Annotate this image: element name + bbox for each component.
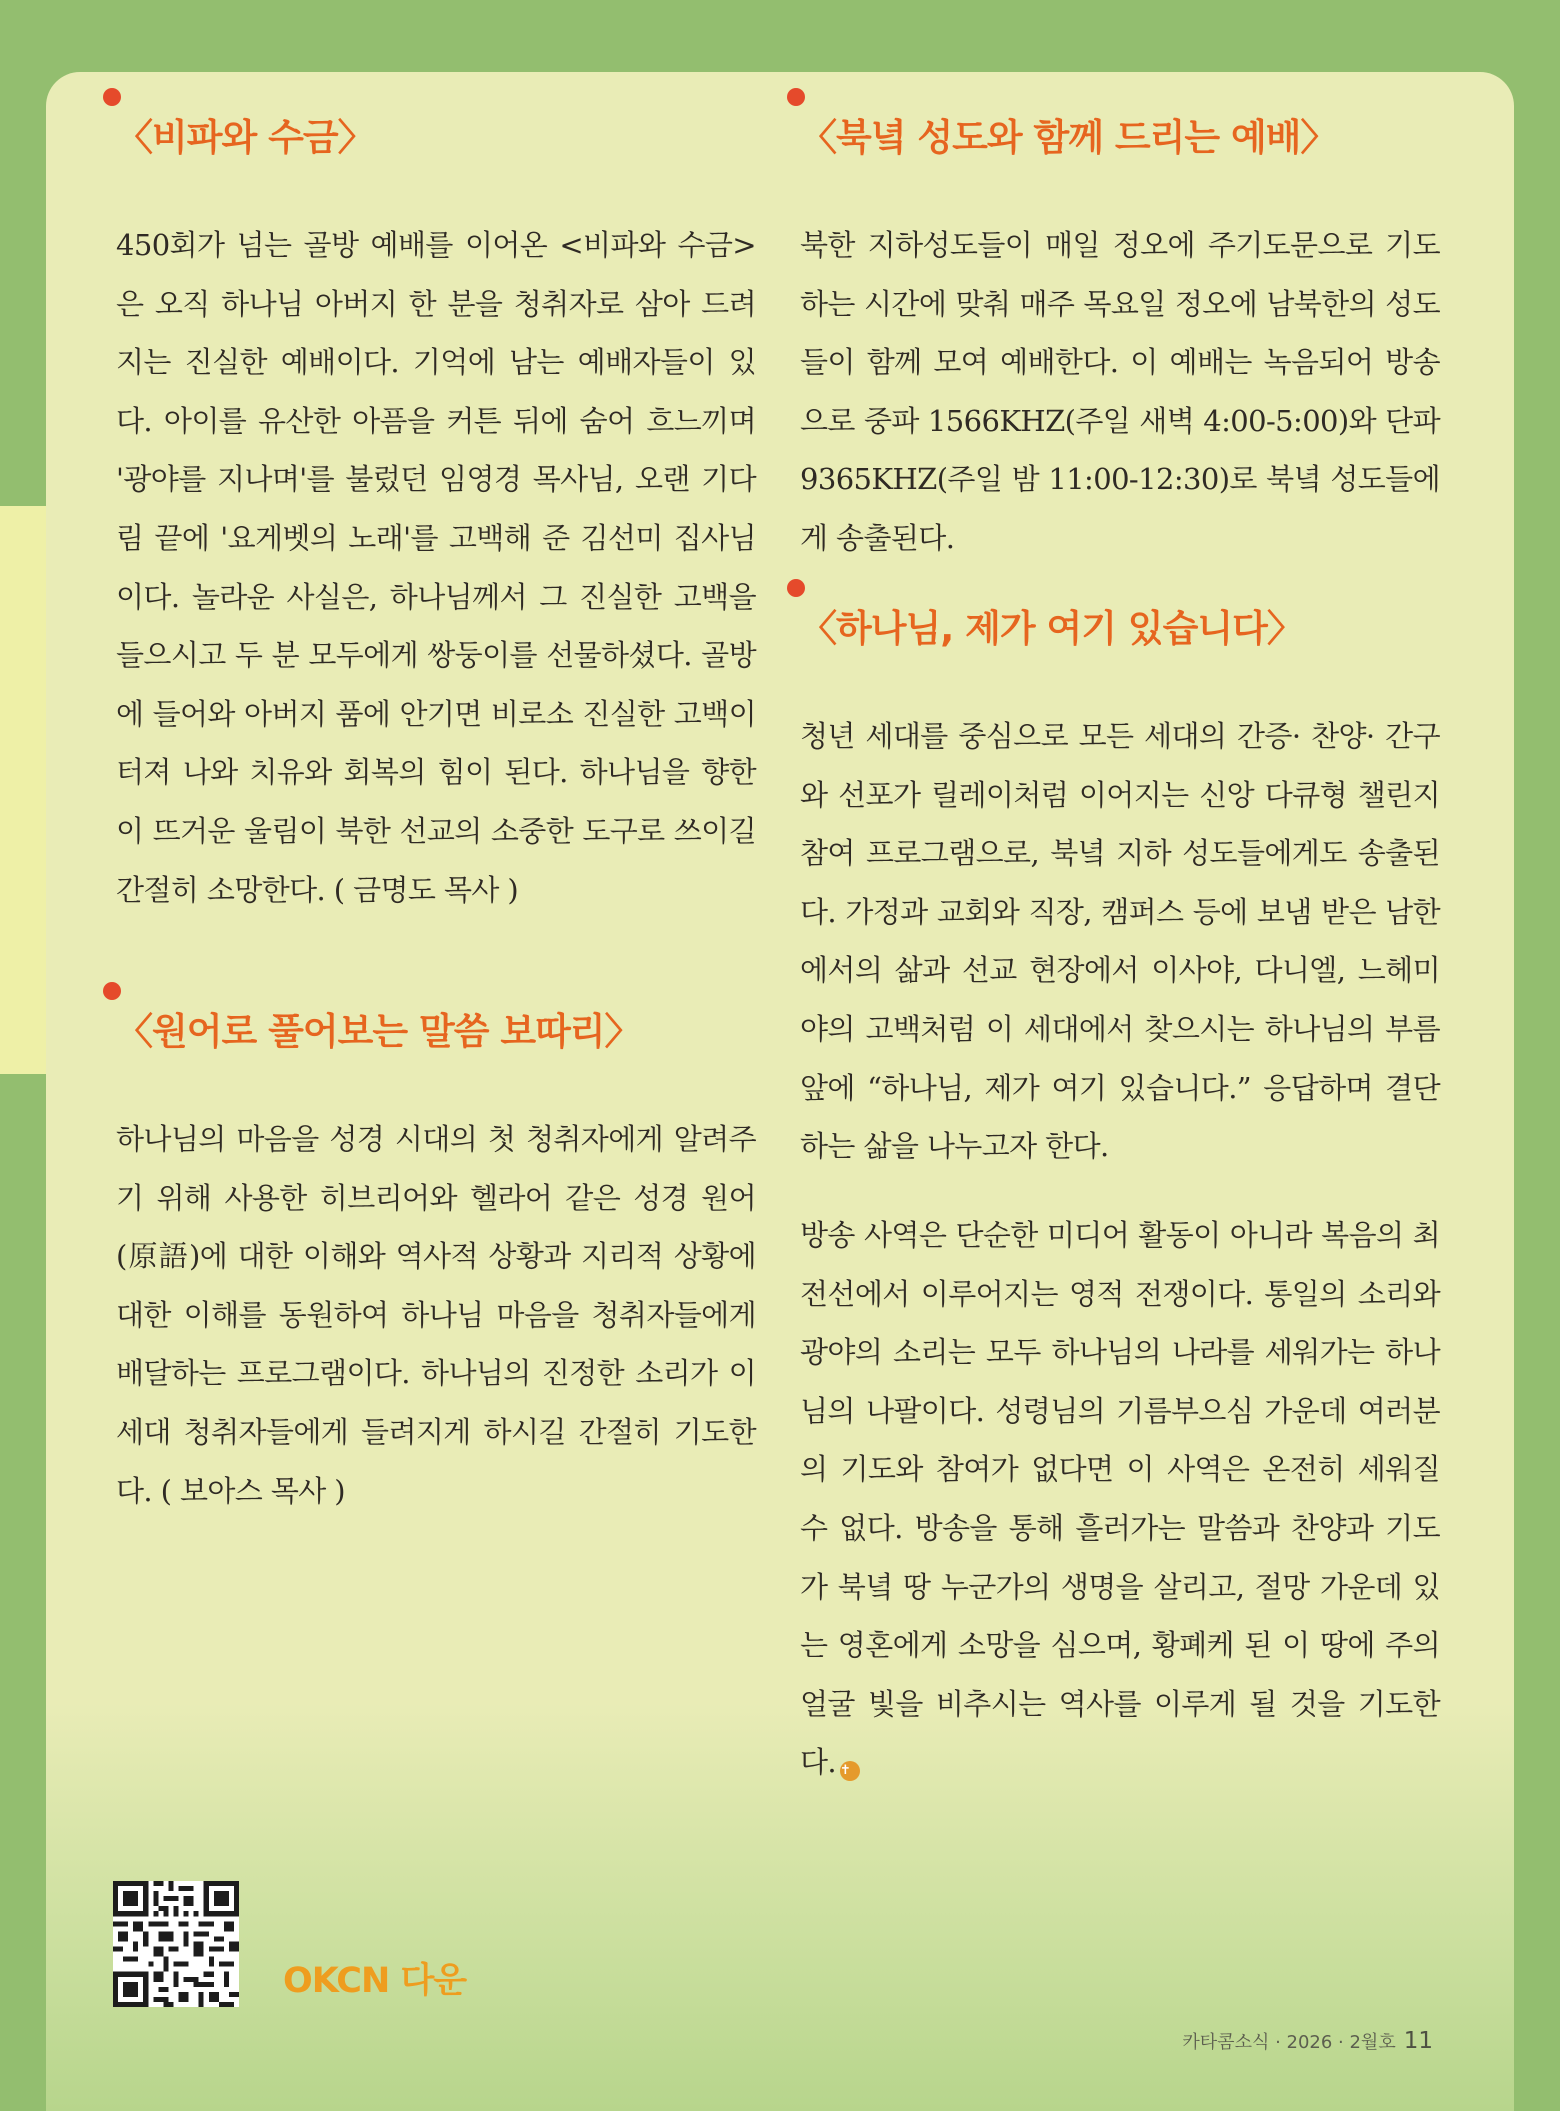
bullet-dot-icon	[787, 579, 805, 597]
side-stripe	[0, 506, 46, 1074]
bullet-dot-icon	[103, 88, 121, 106]
section-body: 청년 세대를 중심으로 모든 세대의 간증· 찬양· 간구와 선포가 릴레이처럼 이어지는 신앙 다큐형 챌린지 참여 프로그램으로, 북녘 지하 성도들에게도 송출된다. 가정과 교회와 직장, 캠퍼스 등에 보냄 받은 남한에서의 삶과 선교 현장에서 이사야, 다니엘, 느헤미야의 고백처럼 이 세대에서 찾으시는 하나님의 부름 앞에 “하나님, 제가 여기 있습니다.” 응답하며 결단하는 삶을 나누고자 한다.	[800, 719, 1440, 1164]
page-number: 11	[1403, 2028, 1433, 2054]
section-body: 450회가 넘는 골방 예배를 이어온 <비파와 수금>은 오직 하나님 아버지 한 분을 청취자로 삼아 드려지는 진실한 예배이다. 기억에 남는 예배자들이 있다. 아이를 유산한 아픔을 커튼 뒤에 숨어 흐느끼며 '광야를 지나며'를 불렀던 임영경 목사님, 오랜 기다림 끝에 '요게벳의 노래'를 고백해 준 김선미 집사님이다. 놀라운 사실은, 하나님께서 그 진실한 고백을 들으시고 두 분 모두에게 쌍둥이를 선물하셨다. 골방에 들어와 아버지 품에 안기면 비로소 진실한 고백이 터져 나와 치유와 회복의 힘이 된다. 하나님을 향한 이 뜨거운 울림이 북한 선교의 소중한 도구로 쓰이길 간절히 소망한다. ( 금명도 목사 )	[116, 228, 756, 907]
section-title: 〈비파와 수금〉	[116, 110, 756, 166]
section-bipa	[116, 110, 756, 919]
bullet-dot-icon	[787, 88, 805, 106]
closing-paragraph: 방송 사역은 단순한 미디어 활동이 아니라 복음의 최전선에서 이루어지는 영적 전쟁이다. 통일의 소리와 광야의 소리는 모두 하나님의 나라를 세워가는 하나님의 나팔이다. 성령님의 기름부으심 가운데 여러분의 기도와 참여가 없다면 이 사역은 온전히 세워질 수 없다. 방송을 통해 흘러가는 말씀과 찬양과 기도가 북녘 땅 누군가의 생명을 살리고, 절망 가운데 있는 영혼에게 소망을 심으며, 황폐케 된 이 땅에 주의 얼굴 빛을 비추시는 역사를 이루게 될 것을 기도한다. ✝	[800, 1218, 1440, 1780]
section-bukyeok	[800, 110, 1440, 568]
bullet-dot-icon	[103, 982, 121, 1000]
section-hananim	[800, 601, 1440, 1176]
end-mark-icon: ✝	[840, 1761, 860, 1781]
page-footer	[1182, 2026, 1433, 2058]
section-closing	[800, 1206, 1440, 1792]
publication-name: 카타콤소식 · 2026 · 2월호	[1182, 2032, 1396, 2053]
section-title: 〈하나님, 제가 여기 있습니다〉	[800, 601, 1440, 657]
section-body: 하나님의 마음을 성경 시대의 첫 청취자에게 알려주기 위해 사용한 히브리어와 헬라어 같은 성경 원어(原語)에 대한 이해와 역사적 상황과 지리적 상황에 대한 이해를 동원하여 하나님 마음을 청취자들에게 배달하는 프로그램이다. 하나님의 진정한 소리가 이 세대 청취자들에게 들려지게 하시길 간절히 기도한다. ( 보아스 목사 )	[116, 1122, 756, 1508]
section-title: 〈원어로 풀어보는 말씀 보따리〉	[116, 1004, 756, 1060]
qr-code-icon[interactable]	[113, 1881, 239, 2007]
section-wonuh	[116, 1004, 756, 1520]
section-body: 북한 지하성도들이 매일 정오에 주기도문으로 기도하는 시간에 맞춰 매주 목요일 정오에 남북한의 성도들이 함께 모여 예배한다. 이 예배는 녹음되어 방송으로 중파 1566KHZ(주일 새벽 4:00-5:00)와 단파 9365KHZ(주일 밤 11:00-12:30)로 북녘 성도들에게 송출된다.	[800, 228, 1440, 555]
qr-download-label: OKCN 다운	[283, 1961, 467, 2001]
section-title: 〈북녘 성도와 함께 드리는 예배〉	[800, 110, 1440, 166]
